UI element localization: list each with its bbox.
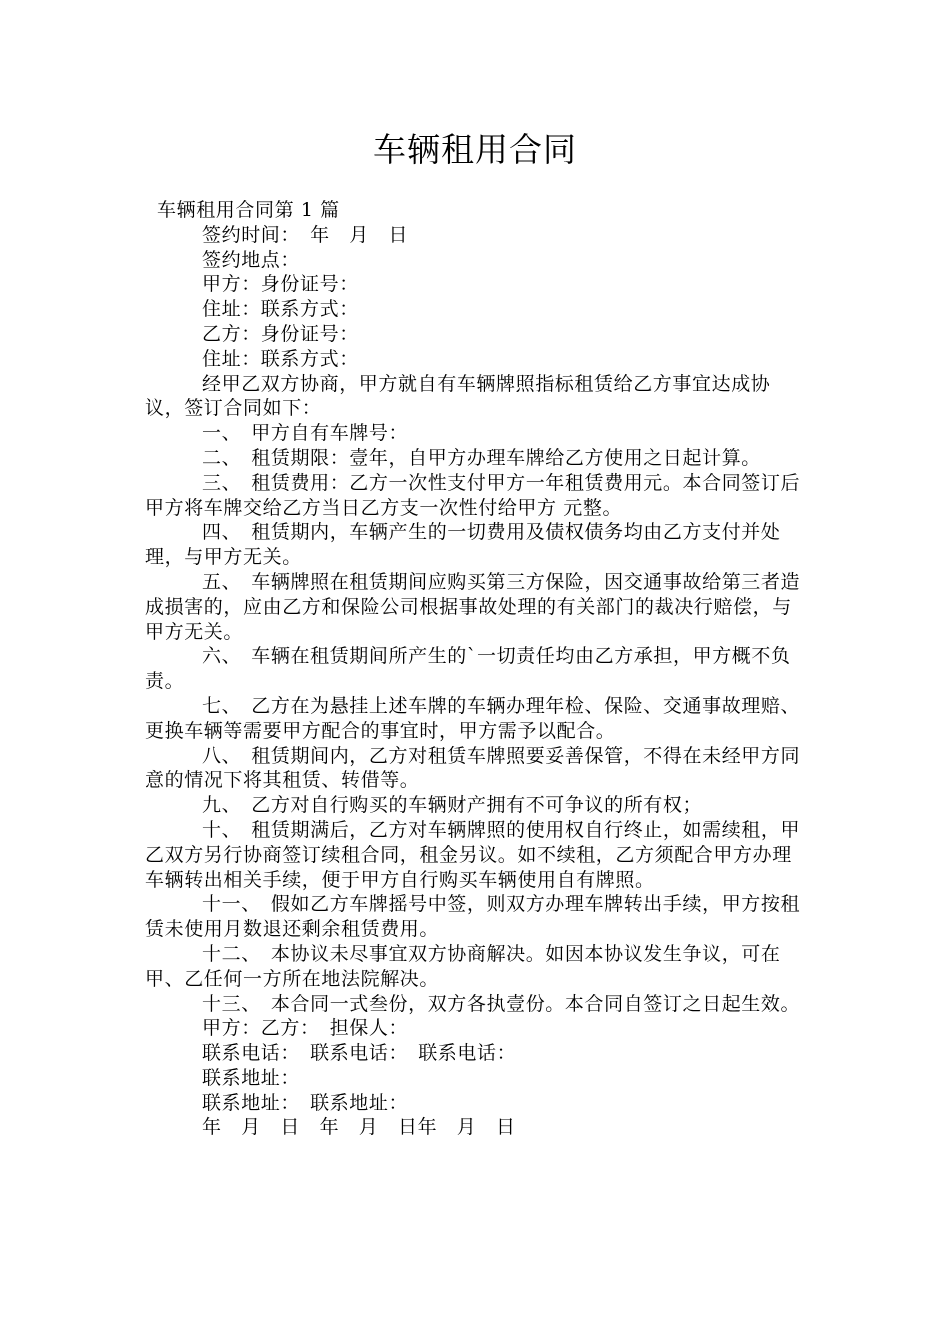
contract-body	[145, 198, 805, 1140]
signature-address-1: 联系地址：	[202, 1066, 301, 1089]
clause-1: 一、 甲方自有车牌号：	[202, 422, 409, 445]
party-a-address: 住址：联系方式：	[202, 298, 359, 321]
clause-8: 八、 租赁期间内，乙方对租赁车牌照要妥善保管，不得在未经甲方同意的情况下将其租赁、转借等。	[145, 744, 801, 792]
clause-12: 十二、 本协议未尽事宜双方协商解决。如因本协议发生争议，可在甲、乙任何一方所在地法院解决。	[145, 942, 781, 990]
clause-9: 九、 乙方对自行购买的车辆财产拥有不可争议的所有权；	[202, 794, 703, 817]
page-title: 车辆租用合同	[373, 130, 577, 169]
sign-place: 签约地点：	[202, 248, 301, 271]
section-heading: 车辆租用合同第 1 篇	[157, 199, 340, 221]
sign-date: 签约时间： 年 月 日	[202, 223, 409, 246]
signature-dates: 年 月 日 年 月 日年 月 日	[202, 1116, 516, 1139]
signature-parties: 甲方：乙方： 担保人：	[202, 1017, 409, 1040]
signature-phones: 联系电话： 联系电话： 联系电话：	[202, 1042, 517, 1065]
clause-7: 七、 乙方在为悬挂上述车牌的车辆办理年检、保险、交通事故理赔、更换车辆等需要甲方配合的事宜时，甲方需予以配合。	[145, 694, 801, 742]
clause-5: 五、 车辆牌照在租赁期间应购买第三方保险，因交通事故给第三者造成损害的，应由乙方和保险公司根据事故处理的有关部门的裁决行赔偿，与甲方无关。	[145, 570, 801, 643]
clause-11: 十一、 假如乙方车牌摇号中签，则双方办理车牌转出手续，甲方按租赁未使用月数退还剩余租赁费用。	[145, 893, 801, 941]
clause-2: 二、 租赁期限：壹年，自甲方办理车牌给乙方使用之日起计算。	[202, 446, 761, 469]
party-b-address: 住址：联系方式：	[202, 347, 359, 370]
party-b-id: 乙方：身份证号：	[202, 322, 359, 345]
clause-13: 十三、 本合同一式叁份，双方各执壹份。本合同自签订之日起生效。	[202, 992, 801, 1015]
signature-address-2: 联系地址： 联系地址：	[202, 1091, 409, 1114]
clause-6: 六、 车辆在租赁期间所产生的`一切责任均由乙方承担，甲方概不负责。	[145, 645, 791, 693]
party-a-id: 甲方：身份证号：	[202, 273, 359, 296]
preamble: 经甲乙双方协商，甲方就自有车辆牌照指标租赁给乙方事宜达成协议，签订合同如下：	[145, 372, 771, 420]
clause-10: 十、 租赁期满后，乙方对车辆牌照的使用权自行终止，如需续租，甲乙双方另行协商签订续租合同，租金另议。如不续租，乙方须配合甲方办理车辆转出相关手续，便于甲方自行购买车辆使用自有牌照。	[145, 818, 801, 891]
clause-3: 三、 租赁费用：乙方一次性支付甲方一年租赁费用元。本合同签订后甲方将车牌交给乙方当日乙方支一次性付给甲方 元整。	[145, 471, 801, 519]
clause-4: 四、 租赁期内，车辆产生的一切费用及债权债务均由乙方支付并处理，与甲方无关。	[145, 521, 781, 569]
